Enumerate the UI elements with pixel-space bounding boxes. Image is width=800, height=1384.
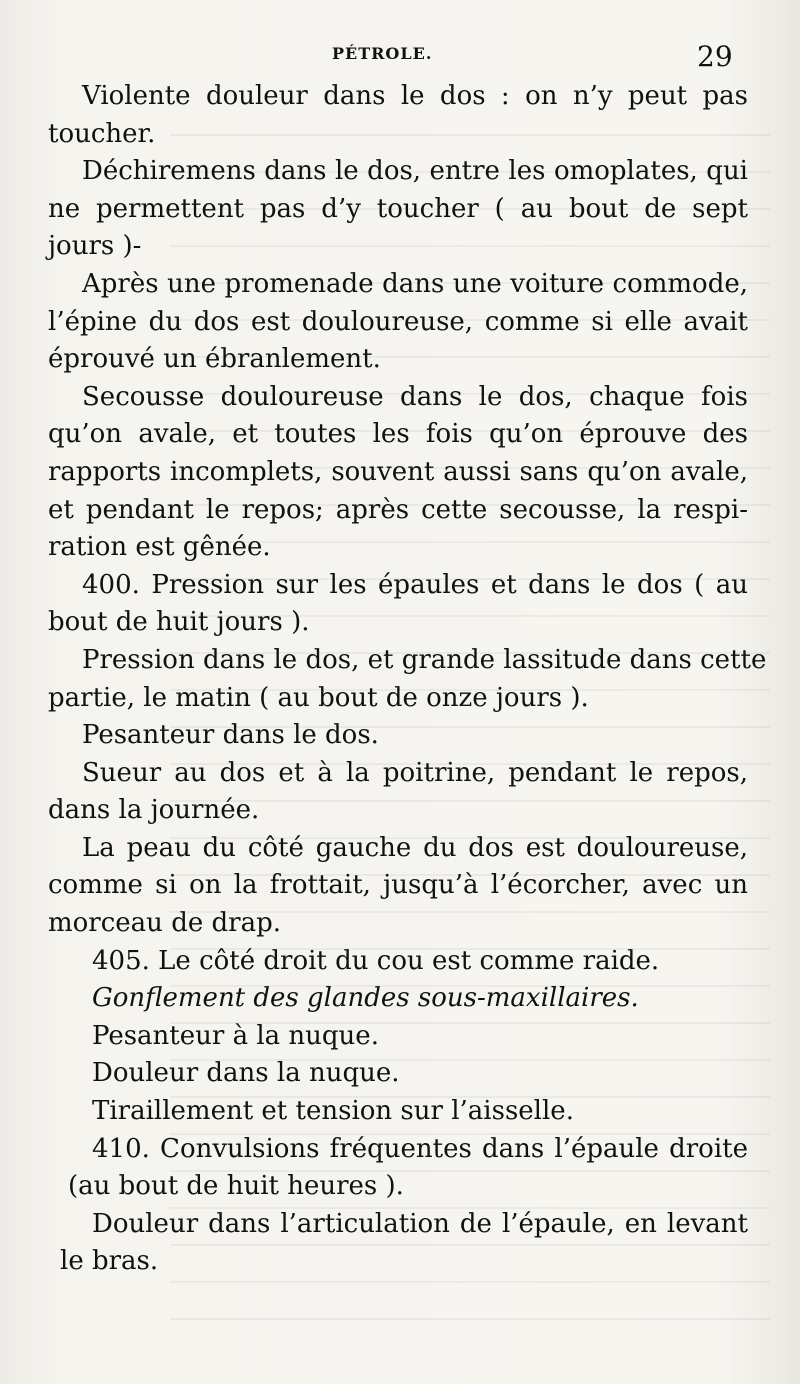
text-line: toucher. (48, 118, 156, 149)
text-line: bout de huit jours ). (48, 607, 310, 638)
text-line: Gonflement des glandes sous-maxillaires. (92, 983, 639, 1014)
text-line: 400. Pression sur les épaules et dans le dos ( au (82, 569, 748, 600)
page-number: 29 (697, 40, 733, 73)
text-line: comme si on la frottait, jusqu’à l’écorcher, avec un (48, 870, 748, 901)
text-line: dans la journée. (48, 795, 260, 826)
text-line: le bras. (60, 1246, 159, 1277)
text-line: partie, le matin ( au bout de onze jours ). (48, 682, 589, 713)
text-line: qu’on avale, et toutes les fois qu’on éprouve des (48, 419, 748, 450)
text-line: La peau du côté gauche du dos est douloureuse, (82, 832, 748, 863)
text-line: rapports incomplets, souvent aussi sans qu’on avale, (48, 456, 748, 487)
text-line: Pesanteur à la nuque. (92, 1020, 379, 1051)
text-line: 405. Le côté droit du cou est comme raide. (92, 945, 660, 976)
text-line: éprouvé un ébranlement. (48, 344, 381, 375)
body-text (48, 78, 767, 1281)
text-line: Violente douleur dans le dos : on n’y peut pas (82, 81, 748, 111)
text-line: Douleur dans la nuque. (92, 1058, 400, 1089)
text-line: Pesanteur dans le dos. (82, 720, 379, 751)
text-line: ration est gênée. (48, 532, 271, 563)
text-line: et pendant le repos; après cette secousse, la respi- (48, 494, 748, 525)
text-line: Pression dans le dos, et grande lassitude dans cette (82, 644, 767, 675)
text-line: Douleur dans l’articulation de l’épaule, en levant (92, 1208, 748, 1239)
text-line: Déchiremens dans le dos, entre les omoplates, qui (82, 156, 748, 187)
text-line: 410. Convulsions fréquentes dans l’épaule droite (92, 1133, 748, 1164)
text-line: Après une promenade dans une voiture commode, (82, 268, 748, 299)
text-line: (au bout de huit heures ). (68, 1171, 404, 1202)
text-line: morceau de drap. (48, 908, 281, 939)
text-line: Tiraillement et tension sur l’aisselle. (92, 1096, 574, 1127)
text-line: Secousse douloureuse dans le dos, chaque fois (82, 381, 748, 412)
text-line: Sueur au dos et à la poitrine, pendant le repos, (82, 757, 748, 788)
page-header (0, 40, 800, 80)
text-line: l’épine du dos est douloureuse, comme si elle avait (48, 306, 748, 337)
text-line: ne permettent pas d’y toucher ( au bout de sept (48, 193, 748, 224)
running-title: PÉTROLE. (332, 44, 433, 63)
text-line: jours )- (48, 231, 142, 262)
